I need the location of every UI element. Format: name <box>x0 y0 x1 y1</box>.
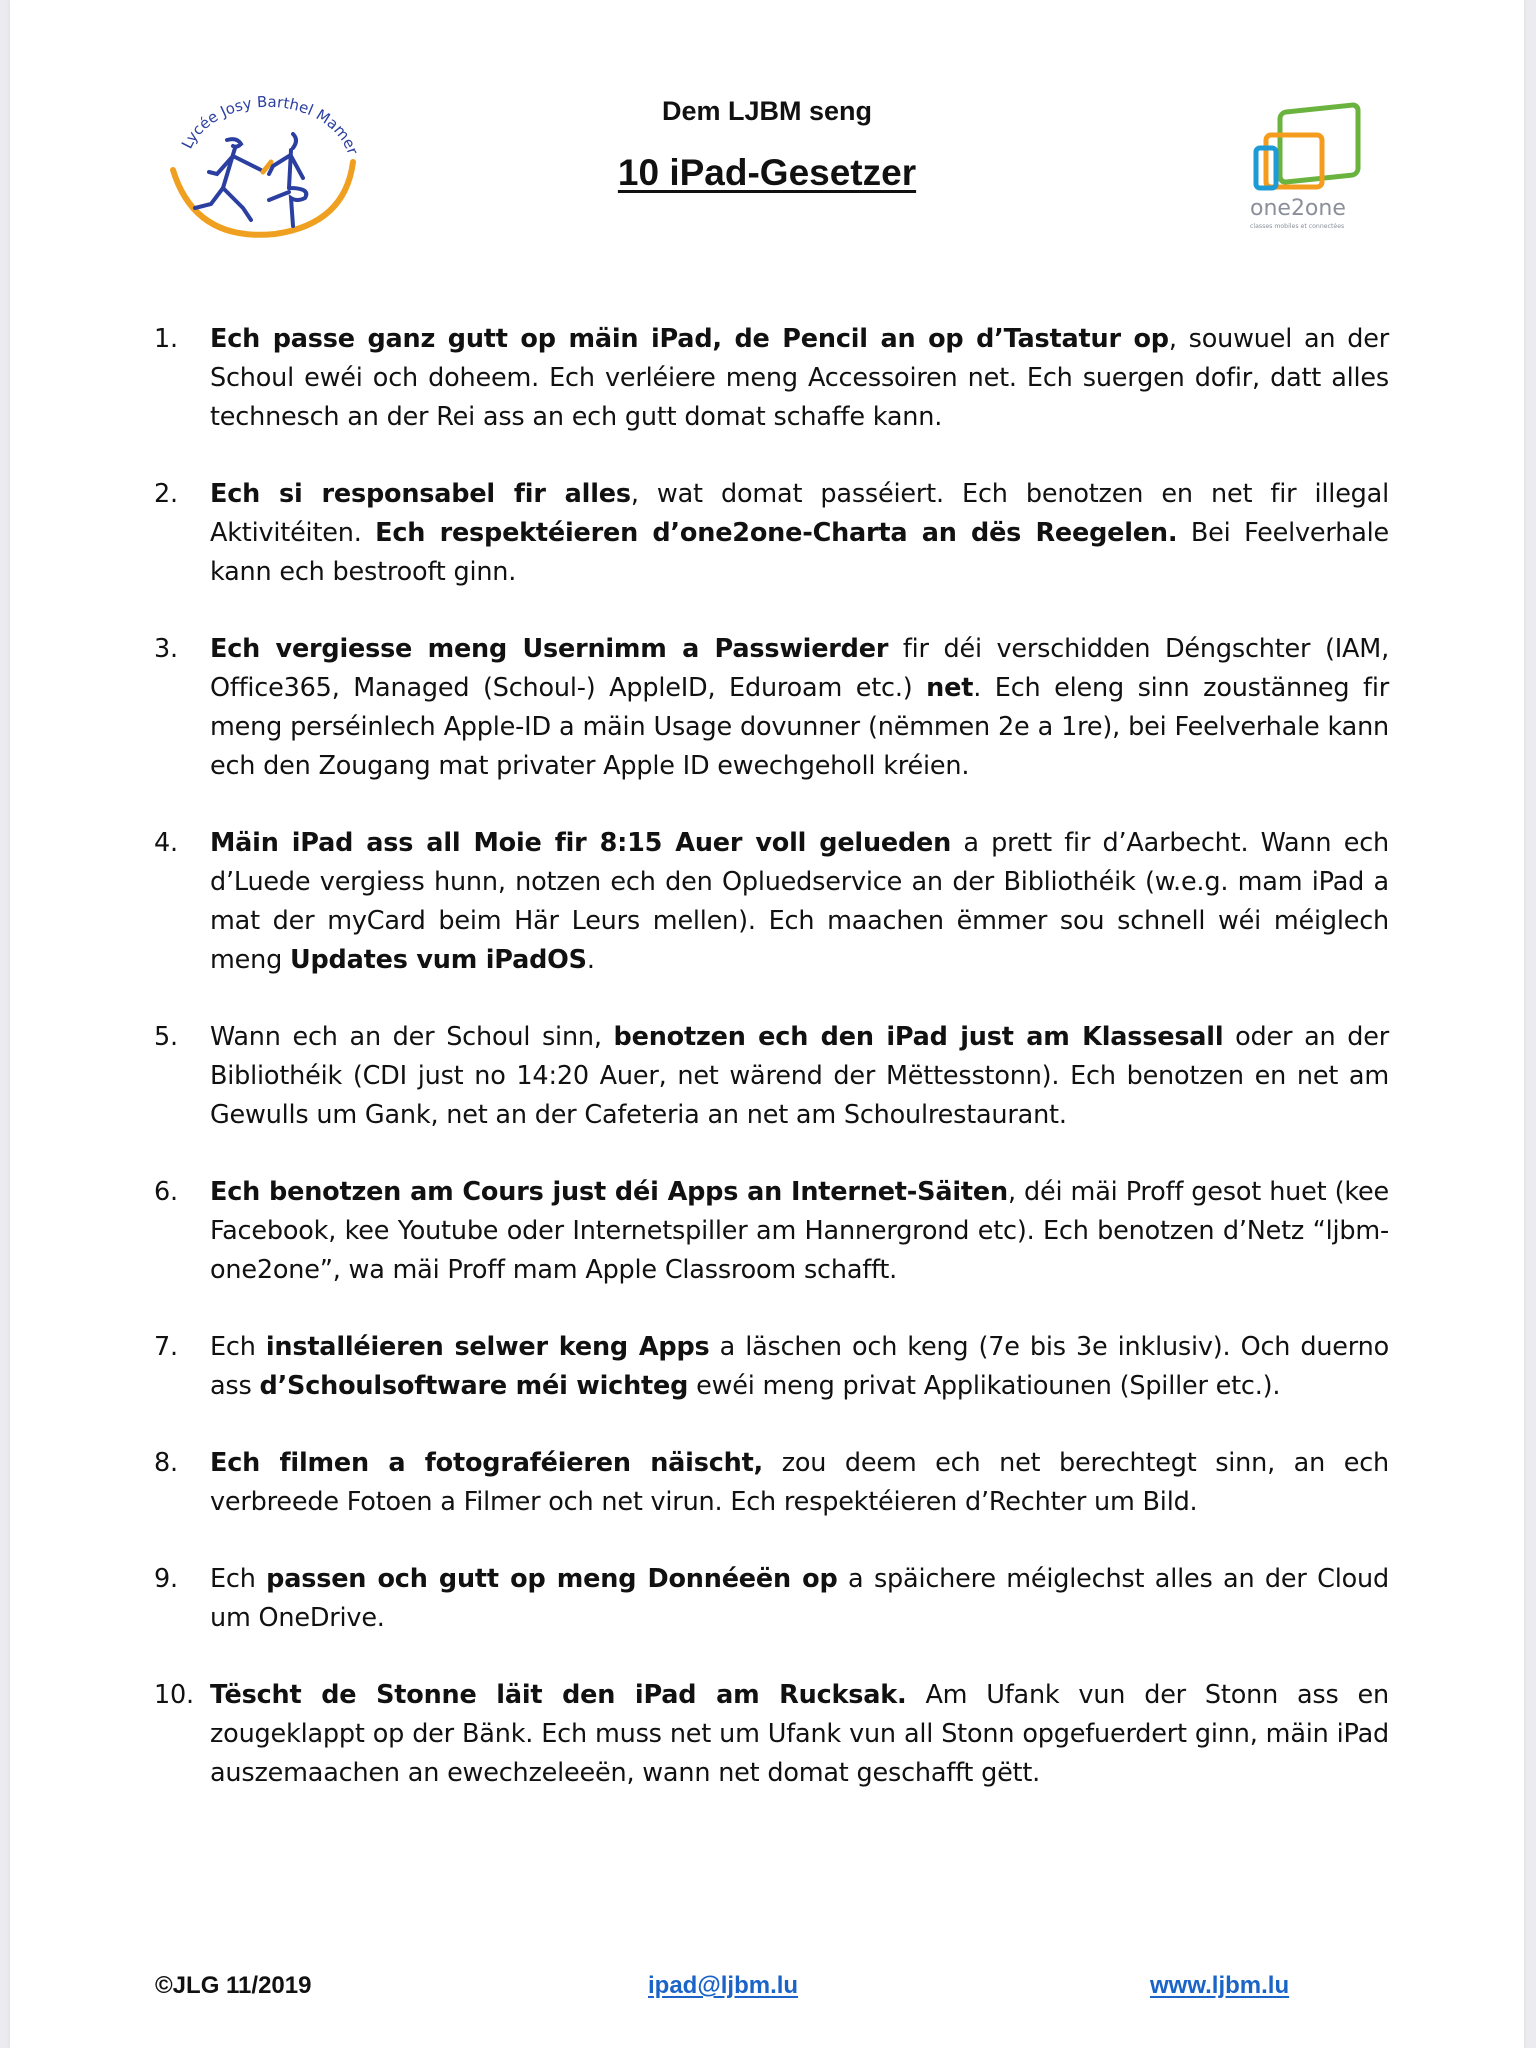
school-logo-text: Lycée Josy Barthel Mamer <box>177 92 362 157</box>
rule-emphasis: Ech vergiesse meng Usernimm a Passwierder <box>210 634 889 664</box>
rule-segment: oder an der Bibliothéik (CDI just no 14:20 Auer, net wärend der Mëttesstonn). Ech benotzen en net am Gewulls um Gank, net an der Cafeteria an net am Schoulrestaurant. <box>210 1022 1389 1130</box>
rule-item <box>154 1328 1389 1406</box>
rule-segment: , souwuel an der Schoul ewéi och doheem. Ech verléiere meng Accessoiren net. Ech suergen dofir, datt alles technesch an der Rei ass an ech gutt domat schaffe kann. <box>210 324 1389 432</box>
rule-segment: . <box>586 945 595 975</box>
rule-emphasis: Ech filmen a fotograféieren näischt, <box>210 1448 764 1478</box>
rule-item <box>154 475 1389 592</box>
rule-number: 4. <box>154 828 178 858</box>
rule-text <box>210 828 1389 975</box>
rule-item <box>154 1018 1389 1135</box>
rule-emphasis: Ech benotzen am Cours just déi Apps an Internet-Säiten <box>210 1177 1008 1207</box>
rule-emphasis: Ech respektéieren d’one2one-Charta an dës Reegelen. <box>375 518 1178 548</box>
rule-item <box>154 824 1389 980</box>
copyright-text: ©JLG 11/2019 <box>155 1972 312 1999</box>
rule-emphasis: Ech si responsabel fir alles <box>210 479 631 509</box>
rule-text <box>210 1448 1389 1517</box>
rule-segment: Wann ech an der Schoul sinn, <box>210 1022 614 1052</box>
rule-emphasis: installéieren selwer keng Apps <box>265 1332 710 1362</box>
rule-segment: , wat domat passéiert. Ech benotzen en net fir illegal Aktivitéiten. <box>210 479 1389 548</box>
website-link[interactable]: www.ljbm.lu <box>1150 1972 1290 1999</box>
one2one-logo <box>1248 100 1378 235</box>
rule-segment: ewéi meng privat Applikatiounen (Spiller etc.). <box>688 1371 1281 1401</box>
rule-item <box>154 1444 1389 1522</box>
document-subtitle: Dem LJBM seng <box>661 96 873 126</box>
rule-emphasis: net <box>926 673 974 703</box>
rule-segment: zou deem ech net berechtegt sinn, an ech verbreede Fotoen a Filmer och net virun. Ech respektéieren d’Rechter um Bild. <box>210 1448 1389 1517</box>
rule-text <box>210 324 1389 432</box>
rule-number: 9. <box>154 1564 178 1594</box>
rule-emphasis: Tëscht de Stonne läit den iPad am Rucksak. <box>210 1680 907 1710</box>
rule-text <box>210 1680 1389 1788</box>
rule-segment: . Ech eleng sinn zoustänneg fir meng perséinlech Apple-ID a mäin Usage dovunner (nëmmen 2e a 1re), bei Feelverhale kann ech den Zougang mat privater Apple ID ewechgeholl kréien. <box>210 673 1389 781</box>
document-page <box>10 0 1524 2048</box>
rule-segment: Ech <box>210 1332 266 1362</box>
rule-item <box>154 1173 1389 1290</box>
rule-segment: , déi mäi Proff gesot huet (kee Facebook, kee Youtube oder Internetspiller am Hannergrond etc). Ech benotzen d’Netz “ljbm-one2one”, wa mäi Proff mam Apple Classroom schafft. <box>210 1177 1389 1285</box>
rule-number: 7. <box>154 1332 178 1362</box>
rule-segment: Ech <box>210 1564 267 1594</box>
rule-item <box>154 630 1389 786</box>
rule-text <box>210 1564 1389 1633</box>
rule-item <box>154 1676 1389 1793</box>
email-link[interactable]: ipad@ljbm.lu <box>648 1972 799 1999</box>
rule-segment: Am Ufank vun der Stonn ass en zougeklappt op der Bänk. Ech muss net um Ufank vun all Stonn opgefuerdert ginn, mäin iPad auszemaachen an ewechzeleeën, wann net domat geschafft gëtt. <box>210 1680 1389 1788</box>
rule-text <box>210 634 1389 781</box>
rule-text <box>210 479 1389 587</box>
rule-number: 8. <box>154 1448 178 1478</box>
rule-number: 2. <box>154 479 178 509</box>
rule-emphasis: d’Schoulsoftware méi wichteg <box>259 1371 689 1401</box>
rule-item <box>154 320 1389 437</box>
rule-emphasis: Updates vum iPadOS <box>289 945 587 975</box>
document-title: 10 iPad-Gesetzer <box>617 152 917 193</box>
rules-list <box>154 320 1389 1831</box>
rule-number: 6. <box>154 1177 178 1207</box>
one2one-brand-text: one2one <box>1250 196 1346 221</box>
rule-segment: fir déi verschidden Déngschter (IAM, Office365, Managed (Schoul-) AppleID, Eduroam etc.) <box>210 634 1389 703</box>
rule-text <box>210 1177 1389 1285</box>
rule-segment: a prett fir d’Aarbecht. Wann ech d’Luede vergiess hunn, notzen ech den Opluedservice an der Bibliothéik (w.e.g. mam iPad a mat der myCard beim Här Leurs mellen). Ech maachen ëmmer sou schnell wéi méiglech meng <box>210 828 1389 975</box>
rule-number: 1. <box>154 324 178 354</box>
rule-emphasis: passen och gutt op meng Donnéeën op <box>266 1564 838 1594</box>
rule-number: 3. <box>154 634 178 664</box>
rule-text <box>210 1022 1389 1130</box>
rule-item <box>154 1560 1389 1638</box>
rule-emphasis: benotzen ech den iPad just am Klassesall <box>613 1022 1224 1052</box>
rule-segment: Bei Feelverhale kann ech bestrooft ginn. <box>210 518 1389 587</box>
rule-number: 5. <box>154 1022 178 1052</box>
devices-frames-icon <box>1248 100 1378 235</box>
one2one-tagline: classes mobiles et connectées <box>1250 223 1345 230</box>
rule-emphasis: Ech passe ganz gutt op mäin iPad, de Pencil an op d’Tastatur op <box>210 324 1169 354</box>
rule-number: 10. <box>154 1680 194 1710</box>
rule-text <box>210 1332 1389 1401</box>
rule-emphasis: Mäin iPad ass all Moie fir 8:15 Auer voll gelueden <box>210 828 952 858</box>
rule-segment: a läschen och keng (7e bis 3e inklusiv). Och duerno ass <box>210 1332 1389 1401</box>
rule-segment: a späichere méiglechst alles an der Cloud um OneDrive. <box>210 1564 1389 1633</box>
